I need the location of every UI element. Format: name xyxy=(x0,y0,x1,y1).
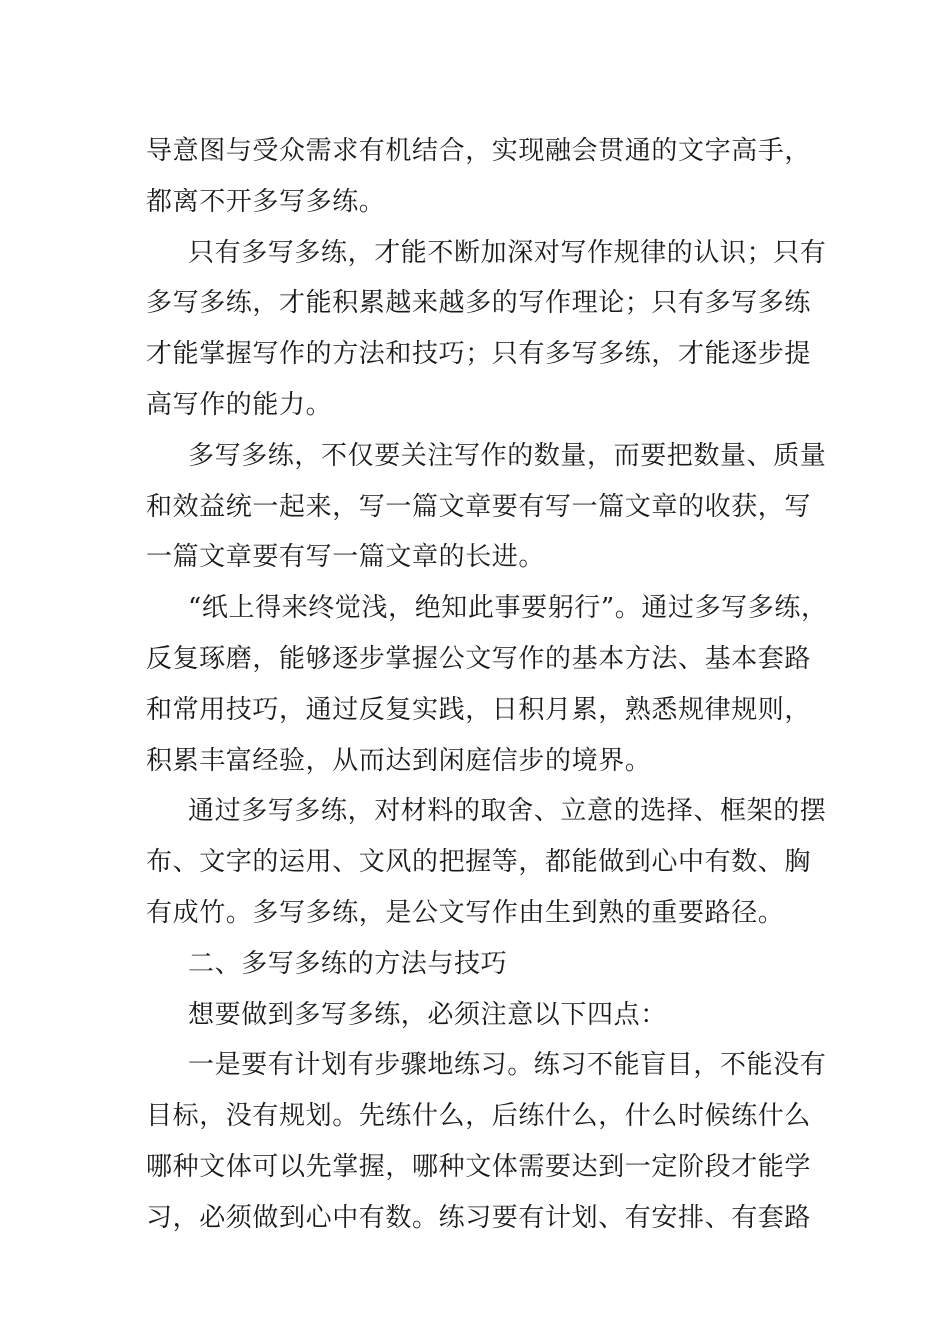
text-line-13: 积累丰富经验，从而达到闲庭信步的境界。 xyxy=(146,745,652,776)
text-line-19: 一是要有计划有步骤地练习。练习不能盲目，不能没有 xyxy=(188,1050,827,1081)
text-line-1: 导意图与受众需求有机结合，实现融会贯通的文字高手， xyxy=(146,136,812,166)
text-line-14: 通过多写多练，对材料的取舍、立意的选择、框架的摆 xyxy=(188,796,827,827)
text-line-8: 和效益统一起来，写一篇文章要有写一篇文章的收获，写 xyxy=(146,491,812,522)
text-line-10: “纸上得来终觉浅，绝知此事要躬行”。通过多写多练， xyxy=(188,593,828,624)
text-line-15: 布、文字的运用、文风的把握等，都能做到心中有数、胸 xyxy=(146,847,812,878)
text-line-11: 反复琢磨，能够逐步掌握公文写作的基本方法、基本套路 xyxy=(146,643,812,674)
section-heading: 二、多写多练的方法与技巧 xyxy=(188,948,508,979)
text-line-18: 想要做到多写多练，必须注意以下四点： xyxy=(188,999,667,1030)
text-line-21: 哪种文体可以先掌握，哪种文体需要达到一定阶段才能学 xyxy=(146,1151,812,1182)
text-line-6: 高写作的能力。 xyxy=(146,389,333,420)
document-body xyxy=(146,126,828,1244)
text-line-9: 一篇文章要有写一篇文章的长进。 xyxy=(146,542,546,573)
text-line-7: 多写多练，不仅要关注写作的数量，而要把数量、质量 xyxy=(188,440,827,471)
text-line-2: 都离不开多写多练。 xyxy=(146,186,386,217)
text-line-16: 有成竹。多写多练，是公文写作由生到熟的重要路径。 xyxy=(146,897,785,928)
text-line-3: 只有多写多练，才能不断加深对写作规律的认识；只有 xyxy=(188,237,827,268)
text-line-20: 目标，没有规划。先练什么，后练什么，什么时候练什么 xyxy=(146,1101,812,1132)
text-line-4: 多写多练，才能积累越来越多的写作理论；只有多写多练 xyxy=(146,288,812,319)
text-line-22: 习，必须做到心中有数。练习要有计划、有安排、有套路 xyxy=(146,1202,812,1233)
text-line-12: 和常用技巧，通过反复实践，日积月累，熟悉规律规则， xyxy=(146,694,812,725)
text-line-5: 才能掌握写作的方法和技巧；只有多写多练，才能逐步提 xyxy=(146,339,812,370)
